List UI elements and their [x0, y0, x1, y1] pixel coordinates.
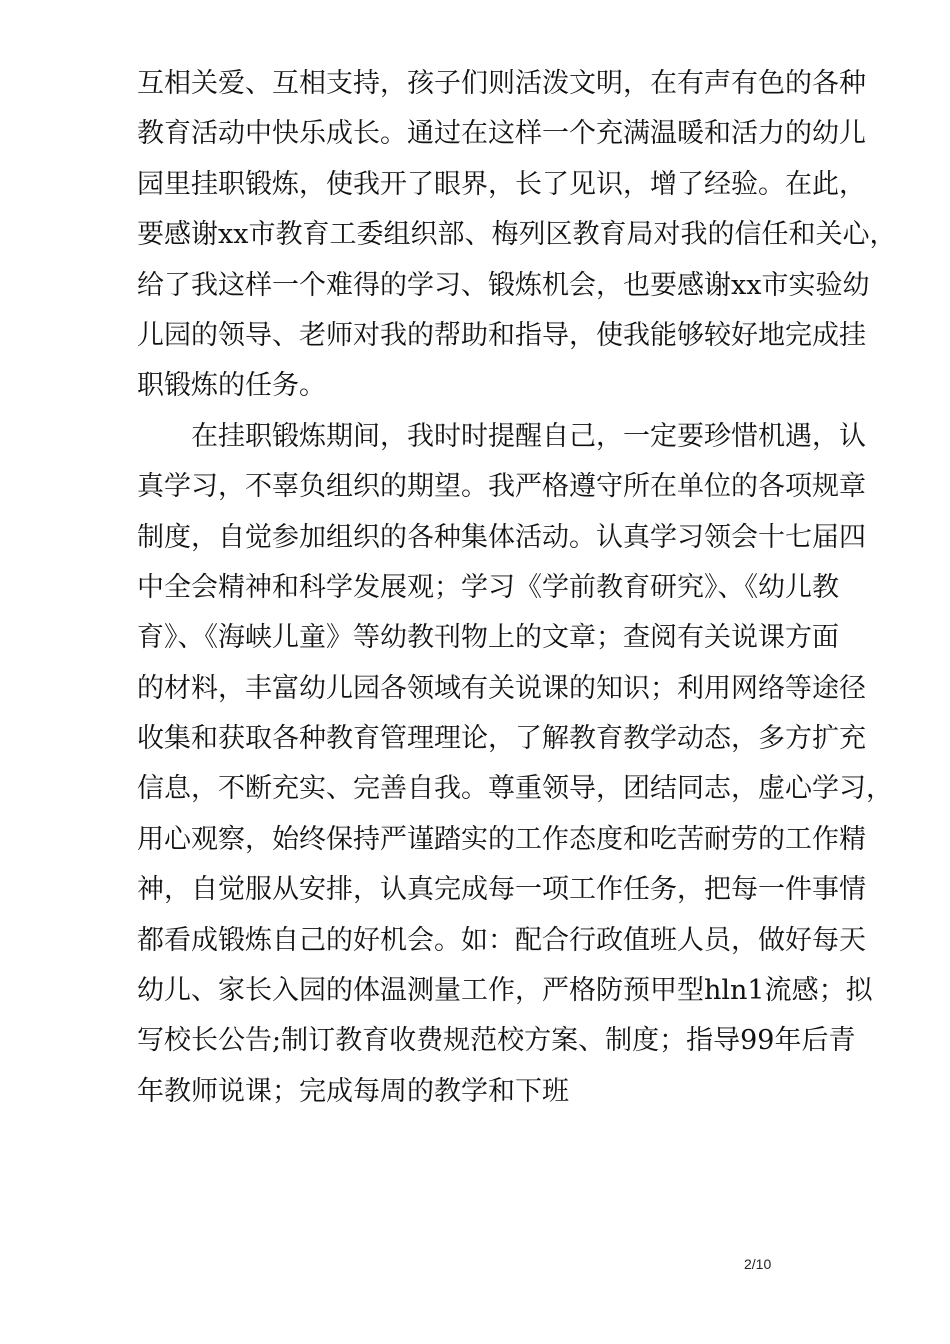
- text-line: 神，自觉服从安排，认真完成每一项工作任务，把每一件事情: [137, 874, 866, 906]
- text-line: 儿园的领导、老师对我的帮助和指导，使我能够较好地完成挂: [137, 319, 866, 351]
- text-line: 教育活动中快乐成长。通过在这样一个充满温暖和活力的幼儿: [137, 118, 866, 150]
- text-line: 真学习，不辜负组织的期望。我严格遵守所在单位的各项规章: [137, 471, 866, 503]
- text-line: 在挂职锻炼期间，我时时提醒自己，一定要珍惜机遇，认: [191, 420, 866, 452]
- body-text: [137, 59, 897, 1117]
- text-line: 都看成锻炼自己的好机会。如：配合行政值班人员，做好每天: [137, 924, 866, 956]
- text-line: 给了我这样一个难得的学习、锻炼机会，也要感谢xx市实验幼: [137, 269, 870, 301]
- text-line: 园里挂职锻炼，使我开了眼界，长了见识，增了经验。在此，: [137, 168, 866, 200]
- text-line: 幼儿、家长入园的体温测量工作，严格防预甲型hln1流感；拟: [137, 975, 873, 1007]
- text-line: 年教师说课；完成每周的教学和下班: [137, 1075, 569, 1107]
- text-line: 写校长公告;制订教育收费规范校方案、制度；指导99年后青: [137, 1025, 856, 1057]
- paragraph-2: [137, 412, 893, 1117]
- text-line: 育》、《海峡儿童》等幼教刊物上的文章；查阅有关说课方面: [137, 622, 839, 654]
- text-line: 的材料，丰富幼儿园各领域有关说课的知识；利用网络等途径: [137, 672, 866, 704]
- text-line: 用心观察，始终保持严谨踏实的工作态度和吃苦耐劳的工作精: [137, 823, 866, 855]
- text-line: 中全会精神和科学发展观；学习《学前教育研究》、《幼儿教: [137, 571, 839, 603]
- paragraph-1: [137, 59, 897, 412]
- text-line: 互相关爱、互相支持，孩子们则活泼文明，在有声有色的各种: [137, 68, 866, 99]
- text-line: 信息，不断充实、完善自我。尊重领导，团结同志，虚心学习，: [137, 773, 893, 805]
- page-number: 2/10: [744, 1256, 772, 1272]
- text-line: 要感谢xx市教育工委组织部、梅列区教育局对我的信任和关心，: [137, 219, 897, 251]
- text-line: 收集和获取各种教育管理理论，了解教育教学动态，多方扩充: [137, 723, 866, 755]
- text-line: 制度，自觉参加组织的各种集体活动。认真学习领会十七届四: [137, 521, 866, 553]
- text-line: 职锻炼的任务。: [137, 370, 326, 402]
